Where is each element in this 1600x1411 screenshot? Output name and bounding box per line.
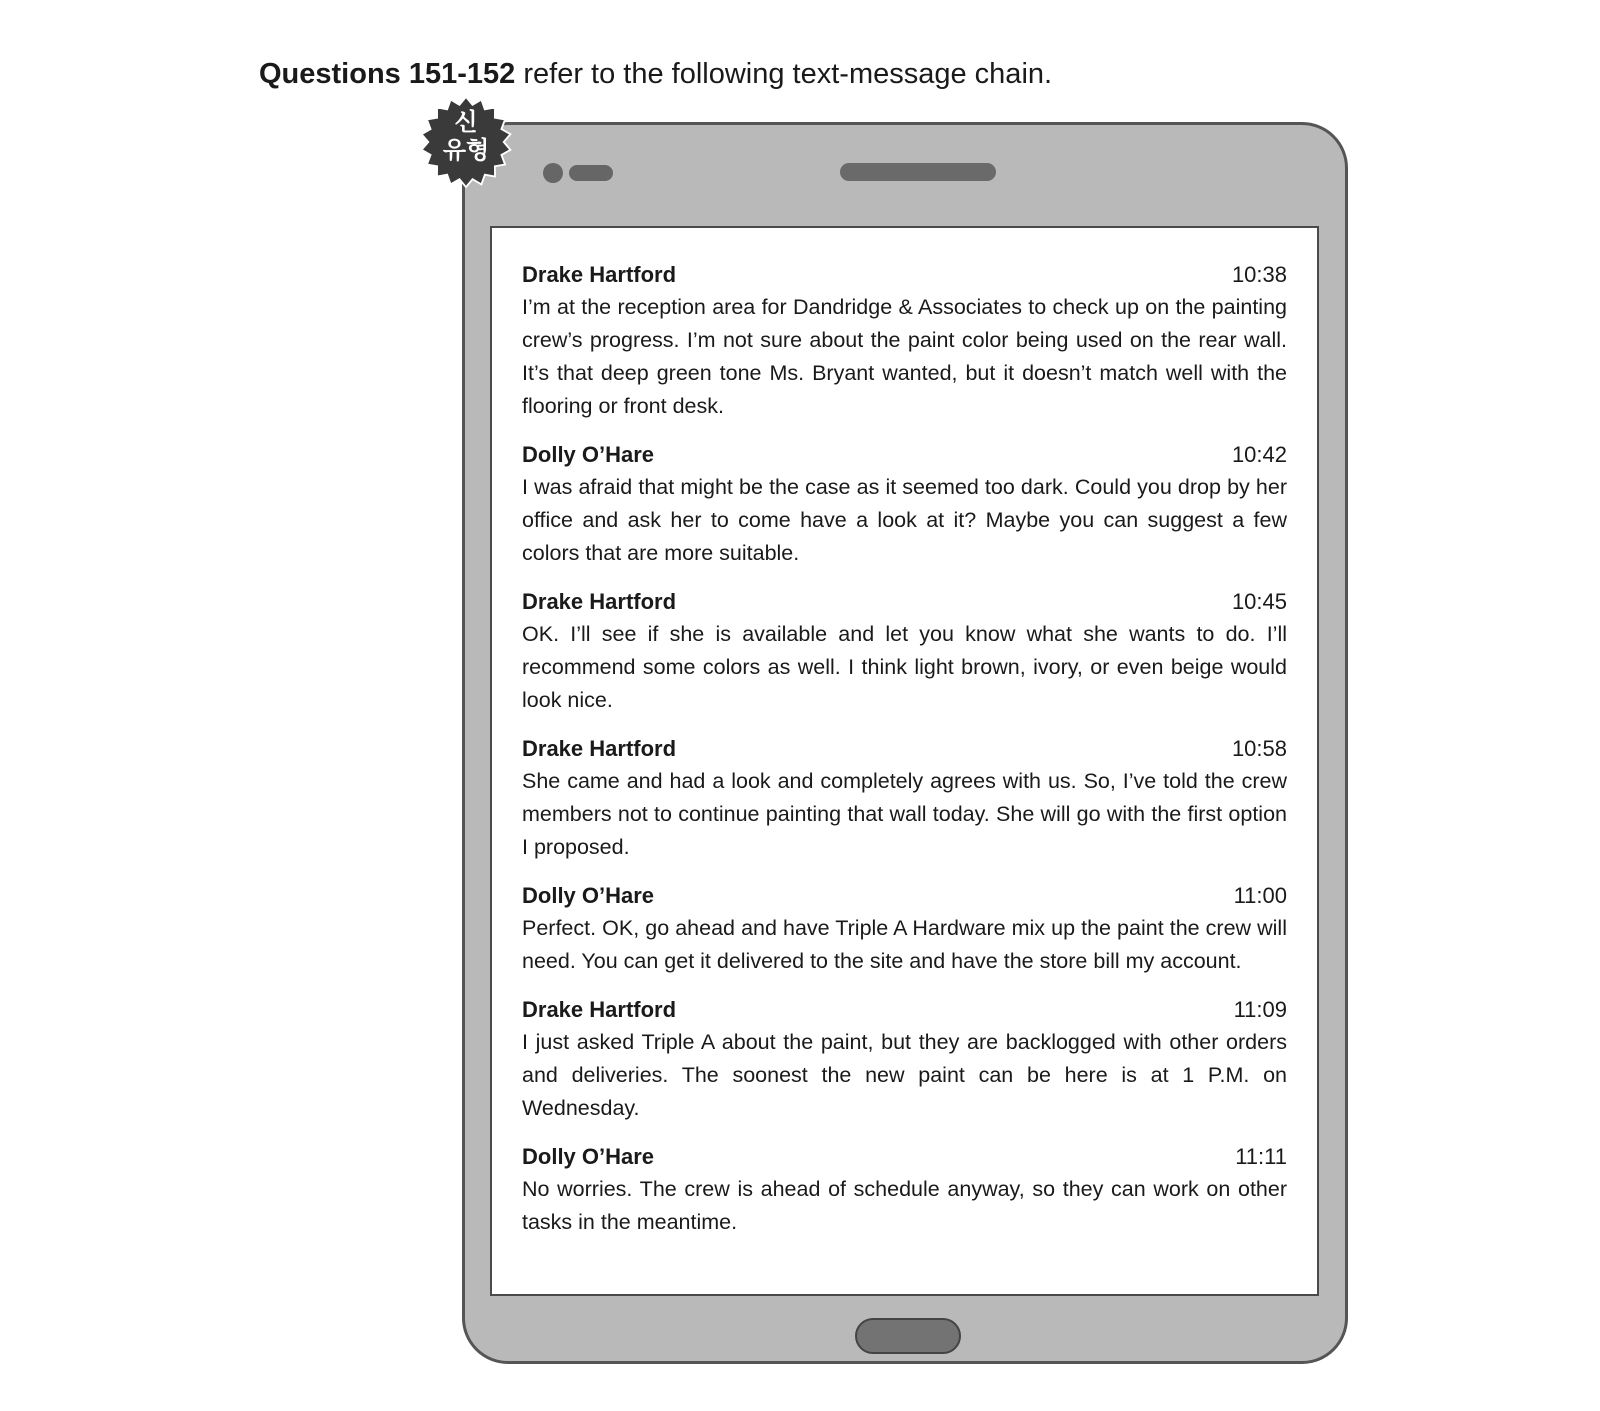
sender-name: Drake Hartford <box>522 997 677 1022</box>
sender-name: Dolly O’Hare <box>522 883 655 908</box>
message-header <box>522 879 1287 912</box>
message-text: Perfect. OK, go ahead and have Triple A Hardware mix up the paint the crew will need. You can get it delivered to the site and have the store bill my account. <box>522 916 1287 973</box>
message-header <box>522 438 1287 471</box>
message-item <box>522 993 1287 1125</box>
message-time: 10:58 <box>1231 736 1287 761</box>
question-instruction: refer to the following text-message chain. <box>515 58 1053 90</box>
sender-name: Dolly O’Hare <box>522 442 655 467</box>
badge-line-2: 유형 <box>442 136 490 164</box>
message-text: She came and had a look and completely agrees with us. So, I’ve told the crew members not to continue painting that wall today. She will go with the first option I proposed. <box>522 769 1287 859</box>
message-time: 10:38 <box>1231 262 1287 287</box>
sensor-icon <box>569 165 613 181</box>
badge-line-1: 신 <box>454 108 478 136</box>
message-header <box>522 258 1287 291</box>
message-header <box>522 732 1287 765</box>
message-text: I was afraid that might be the case as it seemed too dark. Could you drop by her office and ask her to come have a look at it? Maybe you can suggest a few colors that are more suitable. <box>522 475 1287 565</box>
message-time: 11:11 <box>1235 1144 1287 1169</box>
message-time: 10:45 <box>1231 589 1287 614</box>
home-button[interactable] <box>855 1318 961 1354</box>
sender-name: Drake Hartford <box>522 262 677 287</box>
message-item <box>522 438 1287 570</box>
message-time: 11:09 <box>1233 997 1287 1022</box>
message-time: 11:00 <box>1233 883 1287 908</box>
message-header <box>522 993 1287 1026</box>
phone-frame <box>462 122 1348 1364</box>
message-text: No worries. The crew is ahead of schedule anyway, so they can work on other tasks in the meantime. <box>522 1177 1287 1234</box>
new-type-badge <box>420 108 512 164</box>
question-heading <box>259 56 1052 92</box>
sender-name: Drake Hartford <box>522 589 677 614</box>
message-time: 10:42 <box>1231 442 1287 467</box>
message-item <box>522 879 1287 978</box>
message-text: I’m at the reception area for Dandridge & Associates to check up on the painting crew’s progress. I’m not sure about the paint color being used on the rear wall. It’s that deep green tone Ms. Bryant wanted, but it doesn’t match well with the flooring or front desk. <box>522 295 1287 418</box>
sender-name: Drake Hartford <box>522 736 677 761</box>
camera-icon <box>543 163 563 183</box>
message-item <box>522 732 1287 864</box>
speaker-grille <box>840 163 996 181</box>
message-item <box>522 585 1287 717</box>
message-item <box>522 258 1287 423</box>
sender-name: Dolly O’Hare <box>522 1144 655 1169</box>
message-header <box>522 585 1287 618</box>
message-header <box>522 1140 1287 1173</box>
message-text: I just asked Triple A about the paint, but they are backlogged with other orders and deliveries. The soonest the new paint can be here is at 1 P.M. on Wednesday. <box>522 1030 1287 1120</box>
question-range: Questions 151-152 <box>259 58 516 90</box>
message-screen <box>490 226 1319 1296</box>
message-text: OK. I’ll see if she is available and let you know what she wants to do. I’ll recommend some colors as well. I think light brown, ivory, or even beige would look nice. <box>522 622 1287 712</box>
message-item <box>522 1140 1287 1239</box>
